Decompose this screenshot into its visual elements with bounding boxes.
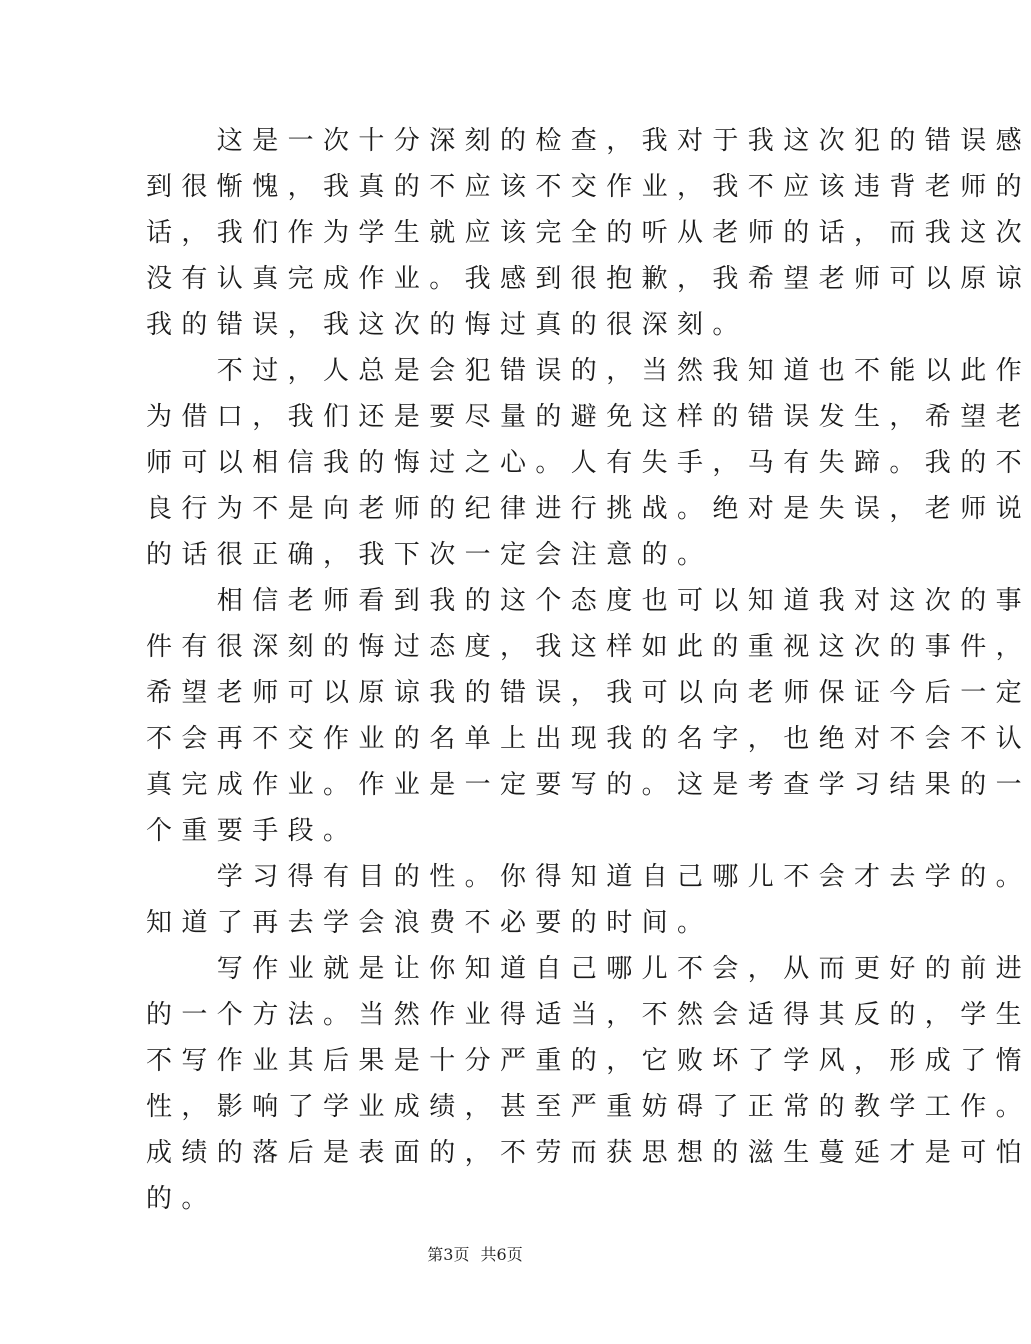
text-line: 写作业就是让你知道自己哪儿不会，从而更好的前进 bbox=[146, 954, 1031, 984]
text-line: 不会再不交作业的名单上出现我的名字，也绝对不会不认 bbox=[146, 724, 1031, 754]
text-line: 的。 bbox=[146, 1184, 217, 1214]
text-line: 为借口，我们还是要尽量的避免这样的错误发生，希望老 bbox=[146, 402, 1031, 432]
text-line: 成绩的落后是表面的，不劳而获思想的滋生蔓延才是可怕 bbox=[146, 1138, 1031, 1168]
text-line: 的话很正确，我下次一定会注意的。 bbox=[146, 540, 713, 570]
text-line: 个重要手段。 bbox=[146, 816, 359, 846]
text-line: 件有很深刻的悔过态度，我这样如此的重视这次的事件， bbox=[146, 632, 1031, 662]
text-line: 希望老师可以原谅我的错误，我可以向老师保证今后一定 bbox=[146, 678, 1031, 708]
text-line: 相信老师看到我的这个态度也可以知道我对这次的事 bbox=[146, 586, 1031, 616]
text-line: 到很惭愧，我真的不应该不交作业，我不应该违背老师的 bbox=[146, 172, 1031, 202]
text-line: 的一个方法。当然作业得适当，不然会适得其反的，学生 bbox=[146, 1000, 1031, 1030]
text-line: 知道了再去学会浪费不必要的时间。 bbox=[146, 908, 713, 938]
text-line: 不过，人总是会犯错误的，当然我知道也不能以此作 bbox=[146, 356, 1031, 386]
page-number-total: 共6页 bbox=[480, 1245, 523, 1264]
text-line: 真完成作业。作业是一定要写的。这是考查学习结果的一 bbox=[146, 770, 1031, 800]
text-line: 学习得有目的性。你得知道自己哪儿不会才去学的。 bbox=[146, 862, 1031, 892]
text-line: 我的错误，我这次的悔过真的很深刻。 bbox=[146, 310, 748, 340]
text-line: 师可以相信我的悔过之心。人有失手，马有失蹄。我的不 bbox=[146, 448, 1031, 478]
text-line: 良行为不是向老师的纪律进行挑战。绝对是失误，老师说 bbox=[146, 494, 1031, 524]
page-number-current: 第3页 bbox=[427, 1245, 470, 1264]
text-line: 这是一次十分深刻的检查，我对于我这次犯的错误感 bbox=[146, 126, 1031, 156]
text-line: 话，我们作为学生就应该完全的听从老师的话，而我这次 bbox=[146, 218, 1031, 248]
text-line: 没有认真完成作业。我感到很抱歉，我希望老师可以原谅 bbox=[146, 264, 1031, 294]
text-line: 性，影响了学业成绩，甚至严重妨碍了正常的教学工作。 bbox=[146, 1092, 1031, 1122]
text-line: 不写作业其后果是十分严重的，它败坏了学风，形成了惰 bbox=[146, 1046, 1031, 1076]
document-body bbox=[146, 118, 1031, 1222]
page-footer bbox=[0, 1243, 950, 1267]
